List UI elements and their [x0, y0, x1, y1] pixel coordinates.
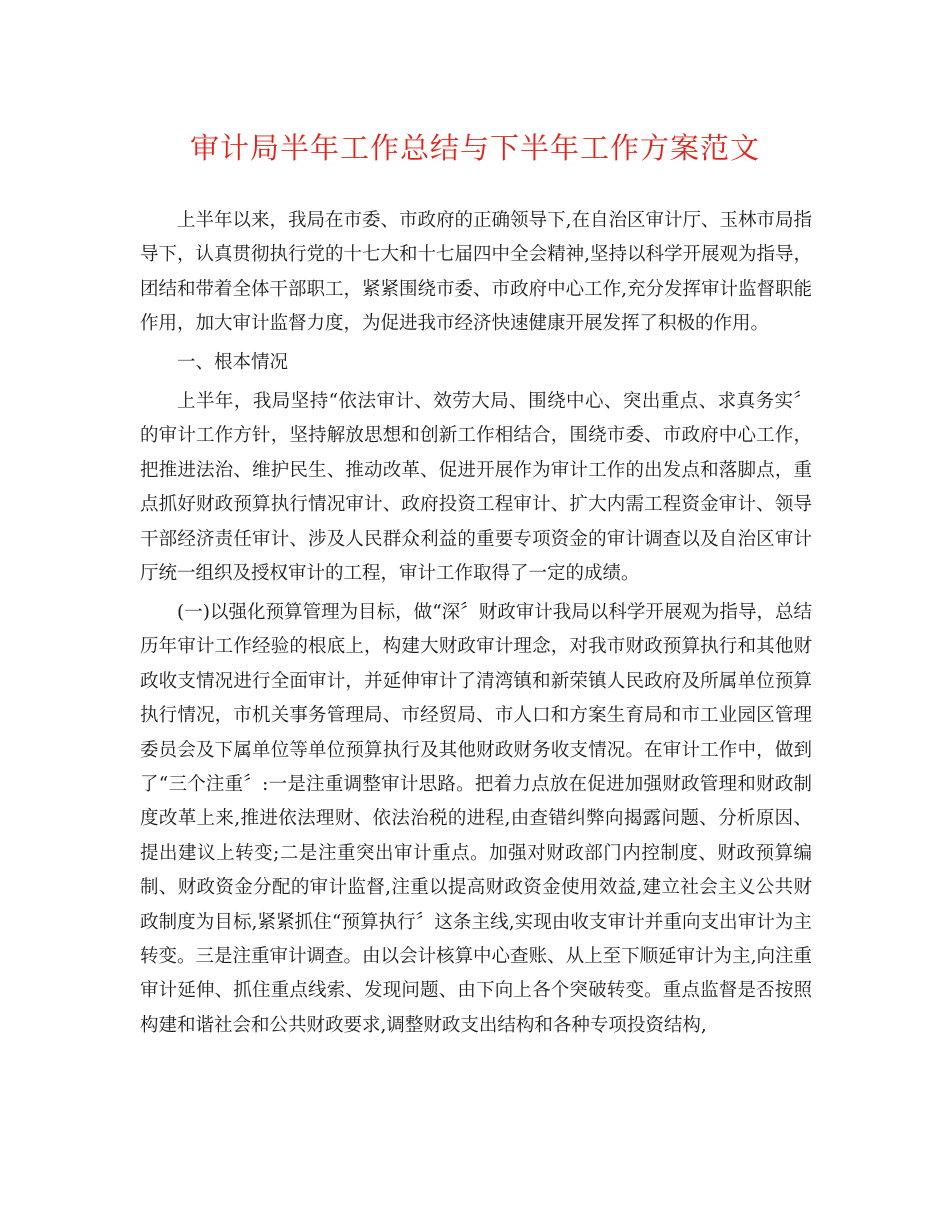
document-body — [140, 204, 812, 1048]
intro-paragraph: 上半年以来，我局在市委、市政府的正确领导下,在自治区审计厅、玉林市局指导下，认真贯彻执行党的十七大和十七届四中全会精神,坚持以科学开展观为指导，团结和带着全体干部职工，紧紧围绕市委、市政府中心工作,充分发挥审计监督职能作用，加大审计监督力度，为促进我市经济快速健康开展发挥了积极的作用。 — [140, 210, 812, 335]
overview-paragraph: 上半年，我局坚持“依法审计、效劳大局、围绕中心、突出重点、求真务实〞的审计工作方针，坚持解放思想和创新工作相结合，围绕市委、市政府中心工作，把推进法治、维护民生、推动改革、促进开展作为审计工作的出发点和落脚点，重点抓好财政预算执行情况审计、政府投资工程审计、扩大内需工程资金审计、领导干部经济责任审计、涉及人民群众利益的重要专项资金的审计调查以及自治区审计厅统一组织及授权审计的工程，审计工作取得了一定的成绩。 — [140, 391, 812, 585]
budget-audit-paragraph: (一)以强化预算管理为目标，做“深〞财政审计我局以科学开展观为指导，总结历年审计工作经验的根底上，构建大财政审计理念，对我市财政预算执行和其他财政收支情况进行全面审计，并延伸审计了清湾镇和新荣镇人民政府及所属单位预算执行情况，市机关事务管理局、市经贸局、市人口和方案生育局和市工业园区管理委员会及下属单位等单位预算执行及其他财政财务收支情况。在审计工作中，做到了“三个注重〞:一是注重调整审计思路。把着力点放在促进加强财政管理和财政制度改革上来,推进依法理财、依法治税的进程,由查错纠弊向揭露问题、分析原因、提出建议上转变;二是注重突出审计重点。加强对财政部门内控制度、财政预算编制、财政资金分配的审计监督,注重以提高财政资金使用效益,建立社会主义公共财政制度为目标,紧紧抓住“预算执行〞这条主线,实现由收支审计并重向支出审计为主转变。三是注重审计调查。由以会计核算中心查账、从上至下顺延审计为主,向注重审计延伸、抓住重点线索、发现问题、由下向上各个突破转变。重点监督是否按照构建和谐社会和公共财政要求,调整财政支出结构和各种专项投资结构, — [140, 601, 812, 1036]
document-title: 审计局半年工作总结与下半年工作方案范文 — [189, 131, 760, 165]
section-heading: 一、根本情况 — [177, 352, 289, 374]
